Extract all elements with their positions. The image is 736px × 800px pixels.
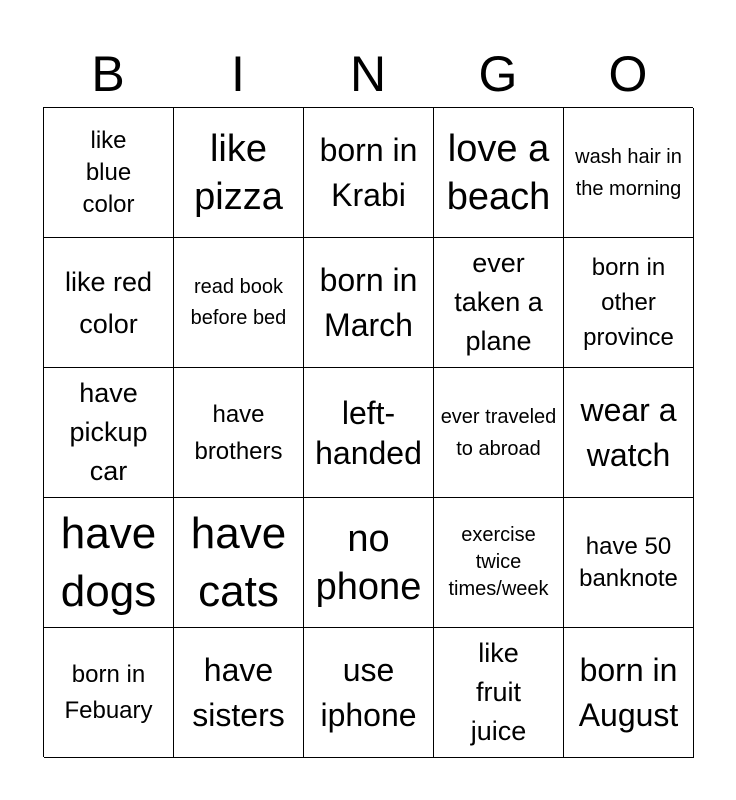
header-letter-g: G [478,46,518,102]
cell-text: have 50 banknote [579,532,678,592]
cell-text: have cats [190,508,287,616]
cell-text: born in August [578,651,679,733]
bingo-grid [43,107,693,757]
cell-text: exercise twice times/week [448,524,549,600]
bingo-cell[interactable] [304,238,434,368]
cell-text: like blue color [82,126,135,218]
cell-text: have dogs [60,508,157,616]
cell-text: born in March [319,261,418,343]
bingo-cell[interactable] [44,628,174,758]
bingo-cell[interactable] [564,238,694,368]
bingo-cell[interactable] [44,108,174,238]
header-letter-n: N [349,46,387,102]
cell-text: use iphone [320,651,417,733]
cell-text: born in Febuary [64,660,153,724]
bingo-cell[interactable] [44,368,174,498]
header-letter-i: I [231,46,245,102]
cell-text: wear a watch [580,391,677,473]
bingo-cell[interactable] [564,498,694,628]
header-letter-b: B [91,46,125,102]
cell-text: born in Krabi [319,131,418,213]
bingo-cell[interactable] [434,108,564,238]
cell-text: left-handed [315,394,422,471]
cell-text: have sisters [192,651,285,733]
cell-text: like pizza [194,127,283,218]
header-letter-o: O [608,46,648,102]
cell-text: wash hair in the morning [575,145,682,200]
bingo-cell[interactable] [174,368,304,498]
bingo-cell[interactable] [304,498,434,628]
bingo-cell[interactable] [434,628,564,758]
bingo-cell[interactable] [434,498,564,628]
bingo-cell[interactable] [44,238,174,368]
cell-text: ever taken a plane [454,248,543,356]
cell-text: no phone [315,517,422,608]
bingo-cell[interactable] [304,108,434,238]
bingo-cell[interactable] [174,238,304,368]
bingo-header [43,42,693,106]
cell-text: read book before bed [190,275,287,329]
cell-text: have brothers [194,400,283,465]
bingo-cell[interactable] [564,628,694,758]
cell-text: born in other province [583,254,674,351]
bingo-cell[interactable] [434,238,564,368]
bingo-cell[interactable] [434,368,564,498]
cell-text: have pickup car [69,378,148,486]
cell-text: love a beach [446,127,551,218]
cell-text: like fruit juice [470,638,527,746]
bingo-cell[interactable] [304,628,434,758]
bingo-cell[interactable] [174,498,304,628]
bingo-cell[interactable] [174,628,304,758]
cell-text: like red color [64,266,153,339]
cell-text: ever traveled to abroad [440,405,557,460]
bingo-cell[interactable] [564,108,694,238]
bingo-cell[interactable] [564,368,694,498]
bingo-cell[interactable] [304,368,434,498]
bingo-cell[interactable] [174,108,304,238]
bingo-cell[interactable] [44,498,174,628]
